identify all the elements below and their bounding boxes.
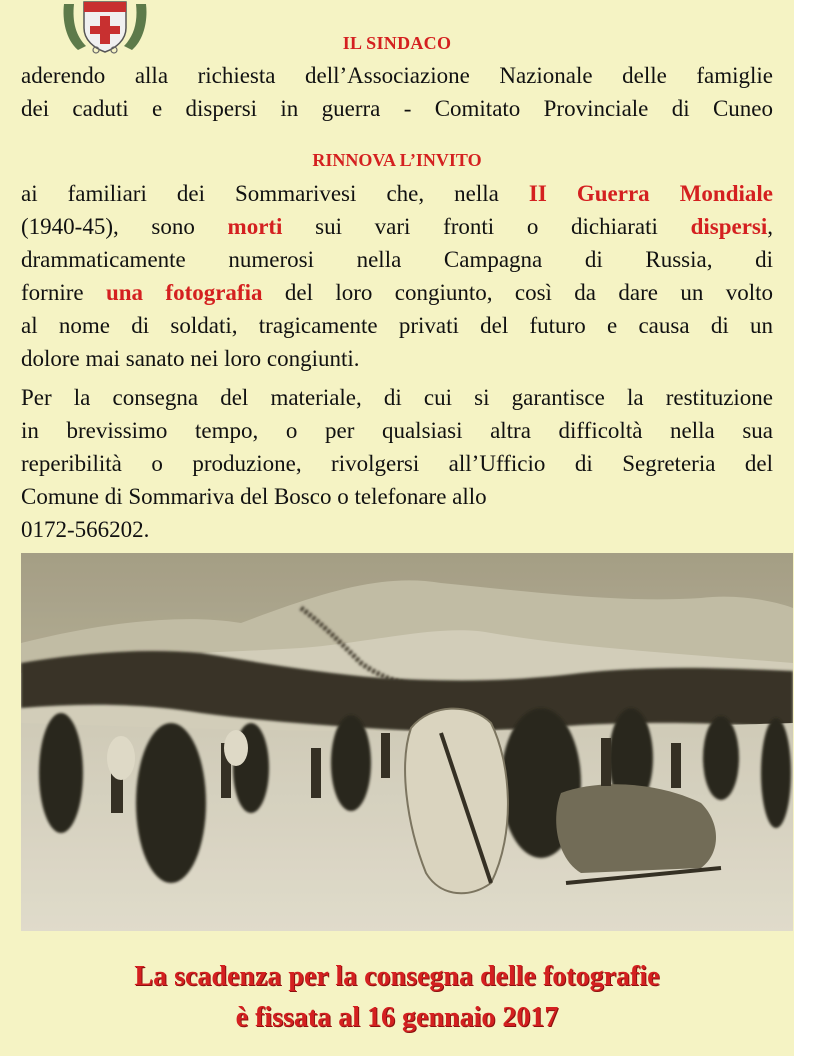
invite-line: (1940-45), sono morti sui vari fronti o dichiarati dispersi, [21,214,773,239]
highlight-dead: morti [227,214,283,239]
invite-line: al nome di soldati, tragicamente privati del futuro e causa di un [21,313,773,338]
invite-heading: RINNOVA L’INVITO [312,150,482,170]
phone-number: 0172-566202. [21,517,150,542]
delivery-line: in brevissimo tempo, o per qualsiasi altra difficoltà nella sua [21,418,773,443]
invite-line: dolore mai sanato nei loro congiunti. [21,346,360,371]
invite-line: drammaticamente numerosi nella Campagna di Russia, di [21,247,773,272]
intro-paragraph [21,59,773,125]
historical-photo [21,553,793,931]
invite-line: fornire una fotografia del loro congiunto, così da dare un volto [21,280,773,305]
delivery-line: Per la consegna del materiale, di cui si garantisce la restituzione [21,385,773,410]
intro-line: dei caduti e dispersi in guerra - Comitato Provinciale di Cuneo [21,96,773,121]
delivery-line: Comune di Sommariva del Bosco o telefonare allo [21,484,487,509]
delivery-paragraph [21,381,773,546]
highlight-photo: una fotografia [105,280,263,305]
deadline-line-2: è fissata al 16 gennaio 2017 [235,1002,559,1033]
invite-line: ai familiari dei Sommarivesi che, nella II Guerra Mondiale [21,181,773,206]
highlight-war: II Guerra Mondiale [528,181,773,206]
mayor-heading: IL SINDACO [342,33,452,53]
delivery-line: reperibilità o produzione, rivolgersi all’Ufficio di Segreteria del [21,451,773,476]
highlight-missing: dispersi [690,214,768,239]
intro-line: aderendo alla richiesta dell’Associazione Nazionale delle famiglie [21,63,773,88]
deadline-line-1: La scadenza per la consegna delle fotografie [134,961,660,992]
invite-paragraph [21,177,773,375]
